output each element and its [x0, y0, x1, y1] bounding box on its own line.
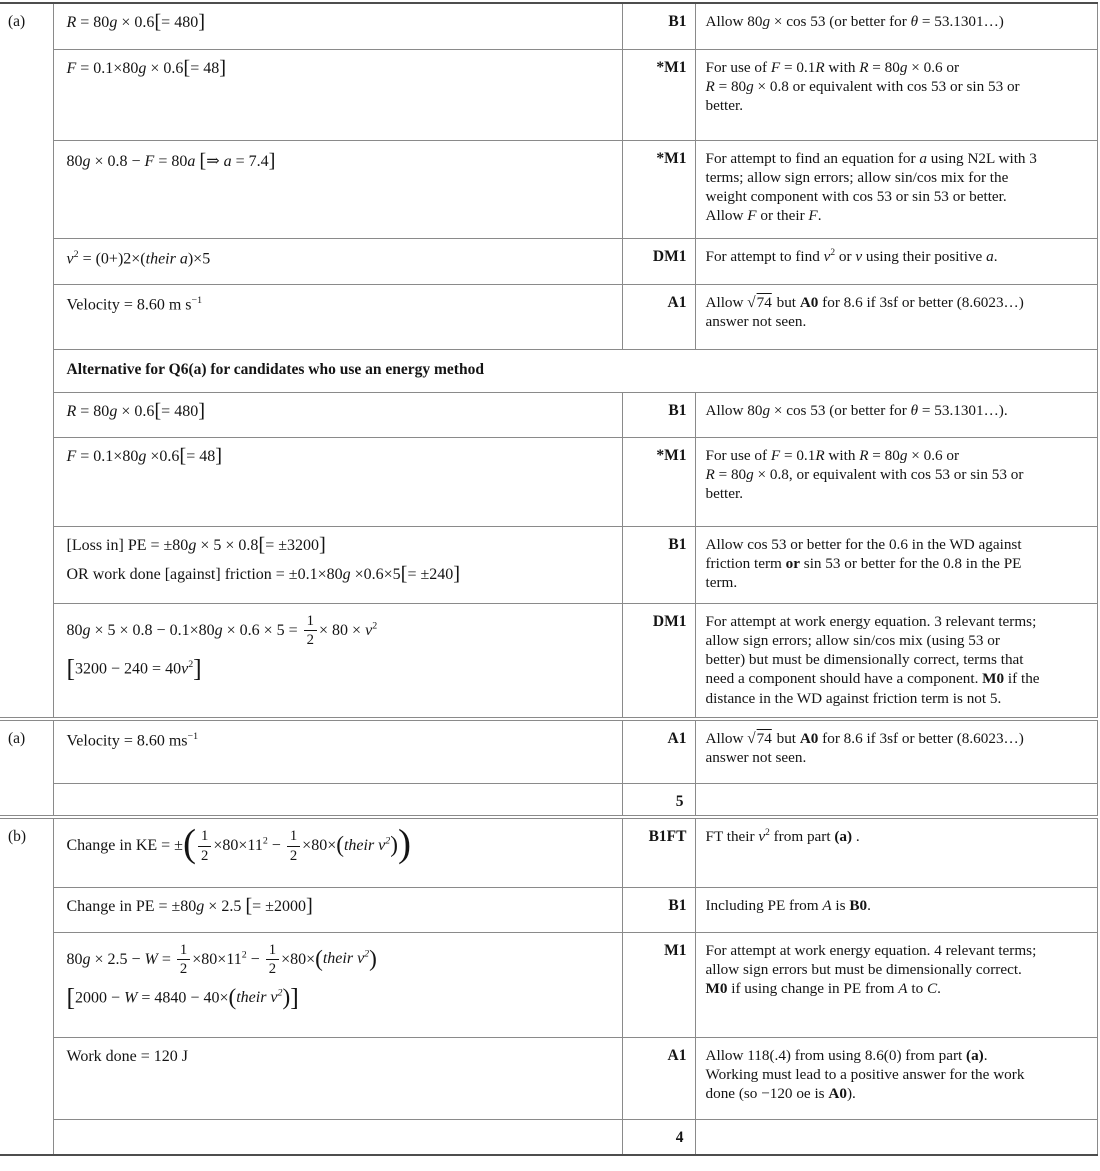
working-cell: 80g × 5 × 0.8 − 0.1×80g × 0.6 × 5 = $\frac{1}{2}$ × $80 \times v^2$ $[3200 - 240 = 40v^2]$ [53, 603, 622, 719]
table-row [0, 603, 1097, 719]
table-row [0, 140, 1097, 238]
empty-note-cell [695, 783, 1097, 817]
mark-cell: B1FT [622, 817, 695, 887]
table-row [0, 817, 1097, 887]
mark-cell: B1 [622, 887, 695, 932]
part-b-label: (b) [0, 817, 53, 1155]
working-cell: Change in KE = ±( $\frac{1}{2}$ $\times 80\times 11^2$ − $\frac{1}{2}$ ×80×(their $v^2$)) [53, 817, 622, 887]
table-row [0, 719, 1097, 783]
working-cell: [Loss in] PE = ±80g × 5 × 0.8[= ±3200] OR work done [against] friction = ±0.1×80g ×0.6×5[= ±240] [53, 526, 622, 603]
mark-cell: DM1 [622, 603, 695, 719]
working-cell: Velocity = 8.60 m $s^{-1}$ [53, 284, 622, 349]
mark-cell: A1 [622, 284, 695, 349]
note-cell: FT their $v^2$ from part (a) . [695, 817, 1097, 887]
part-b-total-marks: 4 [622, 1119, 695, 1155]
table-row [0, 887, 1097, 932]
table-row [0, 392, 1097, 437]
note-cell: For use of F = 0.1R with R = 80g × 0.6 or R = 80g × 0.8 or equivalent with cos 53 or sin 53 or better. [695, 49, 1097, 140]
part-a-label: (a) [0, 3, 53, 719]
mark-cell: B1 [622, 526, 695, 603]
empty-working-cell [53, 783, 622, 817]
mark-cell: A1 [622, 719, 695, 783]
working-cell: Change in PE = ±80g × 2.5 [= ±2000] [53, 887, 622, 932]
working-cell: 80g × 2.5 − W = $\frac{1}{2}$ $\times 80\times 11^2$ − $\frac{1}{2}$ ×80×(their $v^2$) [2000 − W = 4840 − 40×(their $v^2$)] [53, 932, 622, 1037]
mark-cell: M1 [622, 932, 695, 1037]
working-cell: R = 80g × 0.6[= 480] [53, 392, 622, 437]
total-row [0, 1119, 1097, 1155]
note-cell: For attempt at work energy equation. 3 relevant terms; allow sign errors; allow sin/cos mix (using 53 or better) but must be dimensionally correct, terms that need a component should have a component. M0 if the distance in the WD against friction term is not 5. [695, 603, 1097, 719]
note-cell: Allow 80g × cos 53 (or better for θ = 53.1301…). [695, 392, 1097, 437]
working-cell: F = 0.1×80g × 0.6[= 48] [53, 49, 622, 140]
table-row [0, 284, 1097, 349]
note-cell: Including PE from A is B0. [695, 887, 1097, 932]
mark-cell: B1 [622, 392, 695, 437]
note-cell: Allow 80g × cos 53 (or better for θ = 53.1301…) [695, 3, 1097, 49]
total-row [0, 783, 1097, 817]
working-cell: $v^2$ = (0+)2×(their a)×5 [53, 238, 622, 284]
alternative-header-row [0, 349, 1097, 392]
table-row [0, 238, 1097, 284]
mark-cell: B1 [622, 3, 695, 49]
table-row [0, 49, 1097, 140]
mark-cell: *M1 [622, 49, 695, 140]
part-a-result-label: (a) [0, 719, 53, 817]
table-row [0, 437, 1097, 526]
table-row [0, 3, 1097, 49]
table-row [0, 932, 1097, 1037]
note-cell: For attempt at work energy equation. 4 relevant terms; allow sign errors but must be dimensionally correct. M0 if using change in PE from A to C. [695, 932, 1097, 1037]
empty-working-cell [53, 1119, 622, 1155]
working-cell: Velocity = 8.60 $ms^{-1}$ [53, 719, 622, 783]
note-cell: For attempt to find an equation for a using N2L with 3 terms; allow sign errors; allow sin/cos mix for the weight component with cos 53 or sin 53 or better. Allow F or their F. [695, 140, 1097, 238]
table-row [0, 526, 1097, 603]
working-cell: R = 80g × 0.6[= 480] [53, 3, 622, 49]
working-cell: F = 0.1×80g ×0.6[= 48] [53, 437, 622, 526]
mark-cell: *M1 [622, 437, 695, 526]
table-row [0, 1037, 1097, 1119]
note-cell: Allow cos 53 or better for the 0.6 in the WD against friction term or sin 53 or better for the 0.8 in the PE term. [695, 526, 1097, 603]
mark-cell: A1 [622, 1037, 695, 1119]
note-cell: For use of F = 0.1R with R = 80g × 0.6 or R = 80g × 0.8, or equivalent with cos 53 or sin 53 or better. [695, 437, 1097, 526]
working-cell: Work done = 120 J [53, 1037, 622, 1119]
working-cell: 80g × 0.8 − F = 80a [⇒ a = 7.4] [53, 140, 622, 238]
part-a-total-marks: 5 [622, 783, 695, 817]
note-cell: Allow 118(.4) from using 8.6(0) from part (a). Working must lead to a positive answer for the work done (so −120 oe is A0). [695, 1037, 1097, 1119]
note-cell: Allow √74 but A0 for 8.6 if 3sf or better (8.6023…) answer not seen. [695, 284, 1097, 349]
empty-note-cell [695, 1119, 1097, 1155]
note-cell: Allow √74 but A0 for 8.6 if 3sf or better (8.6023…) answer not seen. [695, 719, 1097, 783]
mark-cell: *M1 [622, 140, 695, 238]
mark-scheme-table [0, 2, 1098, 1156]
mark-cell: DM1 [622, 238, 695, 284]
alternative-method-header: Alternative for Q6(a) for candidates who use an energy method [53, 349, 1097, 392]
note-cell: For attempt to find $v^2$ or v using their positive a. [695, 238, 1097, 284]
